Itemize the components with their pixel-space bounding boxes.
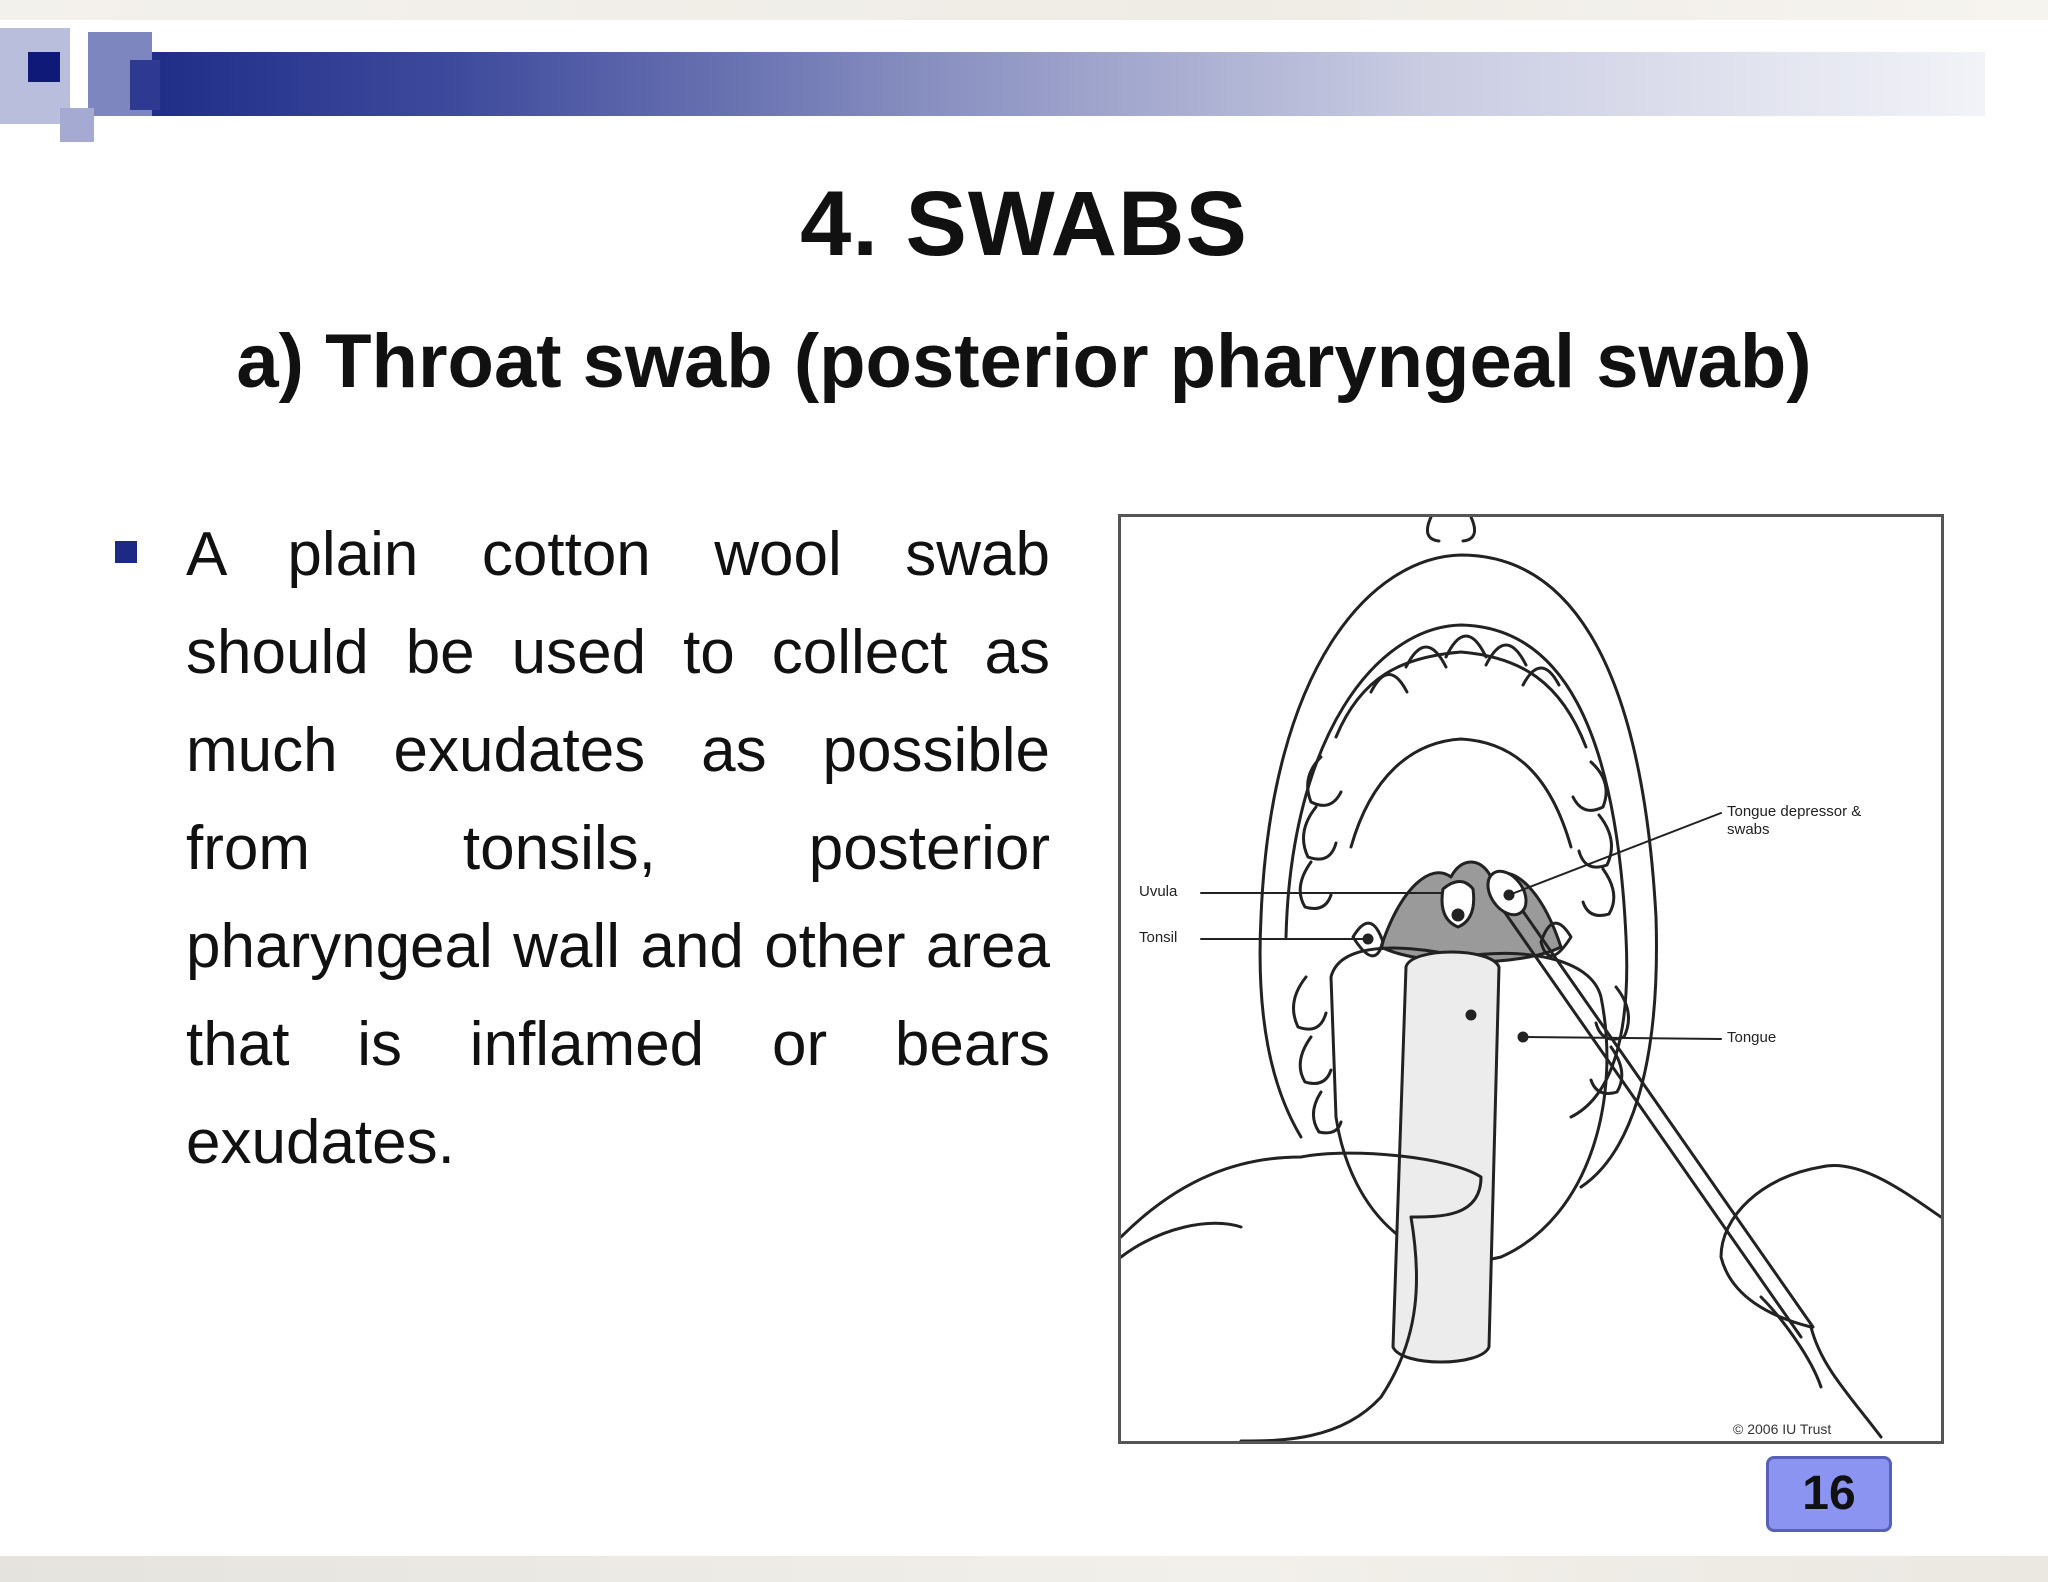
slide-subtitle: a) Throat swab (posterior pharyngeal swab) bbox=[236, 319, 1812, 404]
decor-square bbox=[60, 108, 94, 142]
bullet-text: A plain cotton wool swab should be used to collect as much exudates as possible from tonsils, posterior pharyngeal wall and other area that is inflamed or bears exudates. bbox=[186, 520, 1050, 1177]
page-number-badge: 16 bbox=[1766, 1456, 1892, 1532]
header-gradient-bar bbox=[115, 52, 1985, 116]
bullet-marker bbox=[115, 541, 137, 563]
label-uvula: Uvula bbox=[1139, 883, 1178, 900]
decor-square bbox=[130, 60, 160, 110]
label-tongue: Tongue bbox=[1727, 1029, 1777, 1046]
top-band bbox=[0, 0, 2048, 20]
decor-square bbox=[28, 52, 60, 82]
throat-swab-illustration bbox=[1118, 514, 1944, 1444]
label-tonsil: Tonsil bbox=[1139, 929, 1178, 946]
slide-title: 4. SWABS bbox=[800, 173, 1248, 275]
label-tongue-depressor: Tongue depressor & swabs bbox=[1727, 803, 1862, 838]
mouth-illustration-svg bbox=[1121, 517, 1941, 1441]
bottom-band bbox=[0, 1556, 2048, 1582]
copyright-text: © 2006 IU Trust bbox=[1733, 1421, 1832, 1437]
